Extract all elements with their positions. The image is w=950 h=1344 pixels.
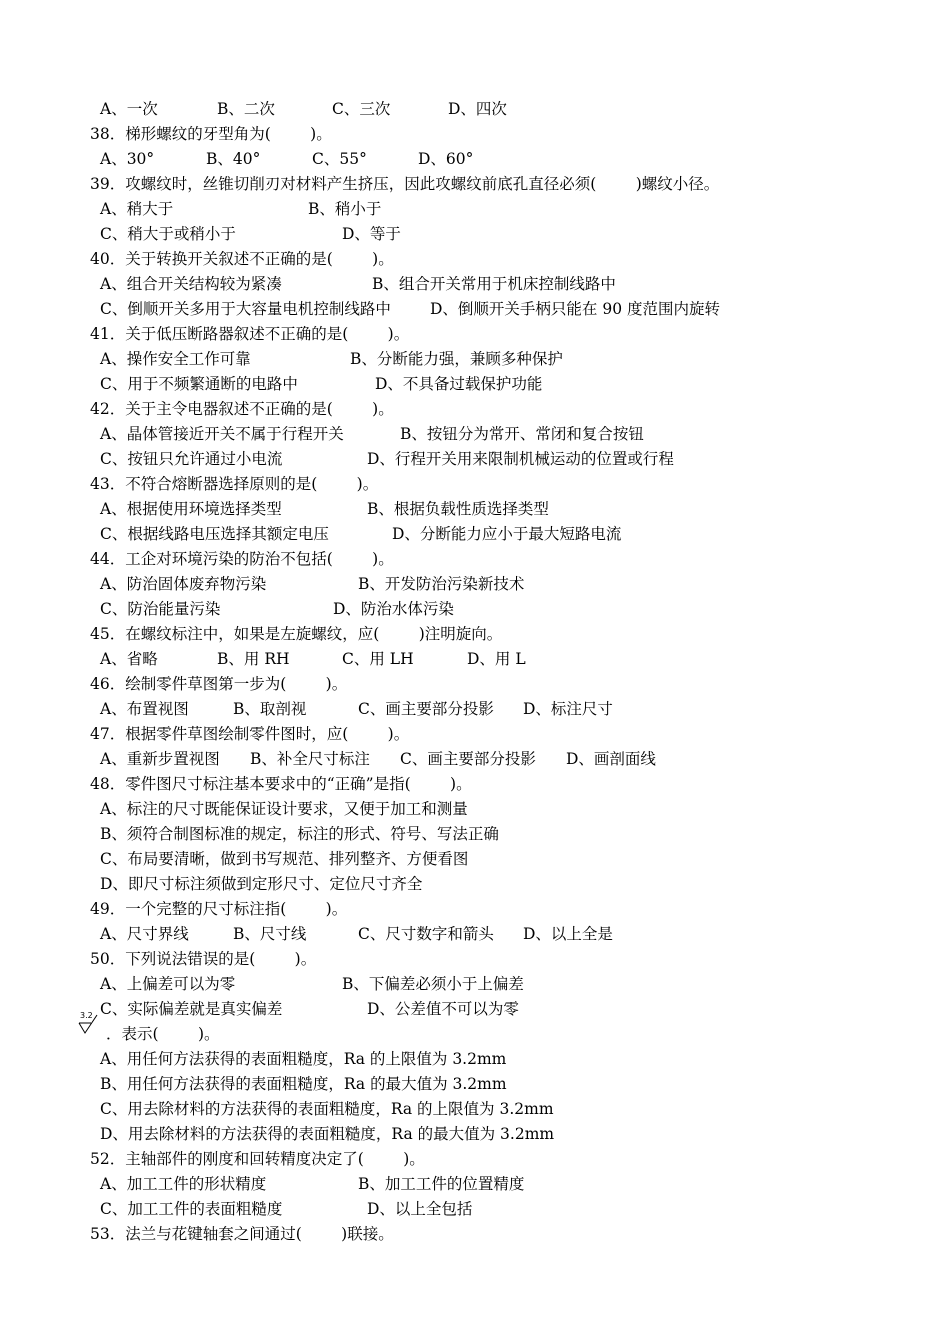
option-text: D、等于 [342,225,401,243]
question-text: 42．关于主令电器叙述不正确的是( )。 [90,400,394,418]
option-text: C、防治能量污染 [100,600,221,618]
option-text: A、稍大于 [100,200,174,218]
option-text: A、组合开关结构较为紧凑 [100,275,282,293]
question-text: 49．一个完整的尺寸标注指( )。 [90,900,348,918]
question-text: 52．主轴部件的刚度和回转精度决定了( )。 [90,1150,425,1168]
option-text: B、用 RH [217,650,290,668]
option-text: B、用任何方法获得的表面粗糙度，Ra 的最大值为 3.2mm [100,1075,507,1093]
question-text: 38．梯形螺纹的牙型角为( )。 [90,125,332,143]
option-text: A、标注的尺寸既能保证设计要求，又便于加工和测量 [100,800,468,818]
option-text: B、分断能力强，兼顾多种保护 [350,350,563,368]
question-text: 47．根据零件草图绘制零件图时，应( )。 [90,725,410,743]
option-text: B、加工工件的位置精度 [358,1175,525,1193]
option-text: C、稍大于或稍小于 [100,225,236,243]
question-text: 46．绘制零件草图第一步为( )。 [90,675,348,693]
option-text: B、开发防治污染新技术 [358,575,525,593]
question-text: 39．攻螺纹时，丝锥切削刃对材料产生挤压，因此攻螺纹前底孔直径必须( )螺纹小径。 [90,175,720,193]
option-text: D、分断能力应小于最大短路电流 [392,525,622,543]
question-text: 40．关于转换开关叙述不正确的是( )。 [90,250,394,268]
option-text: D、60° [418,150,474,168]
option-text: D、画剖面线 [566,750,656,768]
option-text: B、根据负载性质选择类型 [367,500,549,518]
option-text: C、根据线路电压选择其额定电压 [100,525,329,543]
option-text: C、用于不频繁通断的电路中 [100,375,298,393]
option-text: D、以上全是 [523,925,613,943]
option-text: D、倒顺开关手柄只能在 90 度范围内旋转 [430,300,721,318]
question-text: 44．工企对环境污染的防治不包括( )。 [90,550,394,568]
option-text: C、55° [312,150,367,168]
option-text: A、操作安全工作可靠 [100,350,251,368]
question-text: 41．关于低压断路器叙述不正确的是( )。 [90,325,410,343]
option-text: A、防治固体废弃物污染 [100,575,267,593]
option-text: D、即尺寸标注须做到定形尺寸、定位尺寸齐全 [100,875,423,893]
option-text: C、尺寸数字和箭头 [358,925,494,943]
option-text: C、用 LH [342,650,414,668]
option-text: C、画主要部分投影 [358,700,494,718]
option-text: A、用任何方法获得的表面粗糙度，Ra 的上限值为 3.2mm [100,1050,507,1068]
option-text: B、二次 [217,100,275,118]
option-text: D、公差值不可以为零 [367,1000,519,1018]
question-text: 53．法兰与花键轴套之间通过( )联接。 [90,1225,394,1243]
question-text: 48．零件图尺寸标注基本要求中的“正确”是指( )。 [90,775,472,793]
option-text: C、按钮只允许通过小电流 [100,450,283,468]
option-text: D、以上全包括 [367,1200,473,1218]
option-text: C、画主要部分投影 [400,750,536,768]
question-text: 45．在螺纹标注中，如果是左旋螺纹，应( )注明旋向。 [90,625,503,643]
option-text: D、不具备过载保护功能 [375,375,543,393]
option-text: C、加工工件的表面粗糙度 [100,1200,283,1218]
option-text: D、标注尺寸 [523,700,613,718]
option-text: B、补全尺寸标注 [250,750,370,768]
question-text: ．表示( )。 [106,1025,220,1043]
option-text: A、省略 [100,650,158,668]
option-text: C、用去除材料的方法获得的表面粗糙度，Ra 的上限值为 3.2mm [100,1100,554,1118]
option-text: B、须符合制图标准的规定，标注的形式、符号、写法正确 [100,825,499,843]
option-text: B、按钮分为常开、常闭和复合按钮 [400,425,644,443]
option-text: B、40° [206,150,261,168]
option-text: A、上偏差可以为零 [100,975,236,993]
question-text: 50．下列说法错误的是( )。 [90,950,317,968]
option-text: D、行程开关用来限制机械运动的位置或行程 [367,450,674,468]
option-text: B、取剖视 [233,700,307,718]
option-text: A、尺寸界线 [100,925,189,943]
option-text: A、布置视图 [100,700,189,718]
surface-roughness-symbol-icon [78,1009,104,1039]
option-text: A、一次 [100,100,158,118]
option-text: C、倒顺开关多用于大容量电机控制线路中 [100,300,391,318]
option-text: C、三次 [332,100,391,118]
option-text: C、实际偏差就是真实偏差 [100,1000,283,1018]
option-text: B、组合开关常用于机床控制线路中 [372,275,616,293]
option-text: A、加工工件的形状精度 [100,1175,267,1193]
roughness-value: 3.2 [80,1011,93,1020]
option-text: D、用去除材料的方法获得的表面粗糙度，Ra 的最大值为 3.2mm [100,1125,555,1143]
option-text: B、稍小于 [308,200,382,218]
option-text: A、重新步置视图 [100,750,220,768]
option-text: B、尺寸线 [233,925,307,943]
question-text: 43．不符合熔断器选择原则的是( )。 [90,475,379,493]
option-text: A、30° [100,150,155,168]
option-text: D、四次 [448,100,507,118]
option-text: A、根据使用环境选择类型 [100,500,282,518]
option-text: D、用 L [467,650,526,668]
option-text: D、防治水体污染 [333,600,454,618]
option-text: B、下偏差必须小于上偏差 [342,975,524,993]
option-text: C、布局要清晰，做到书写规范、排列整齐、方便看图 [100,850,469,868]
option-text: A、晶体管接近开关不属于行程开关 [100,425,344,443]
